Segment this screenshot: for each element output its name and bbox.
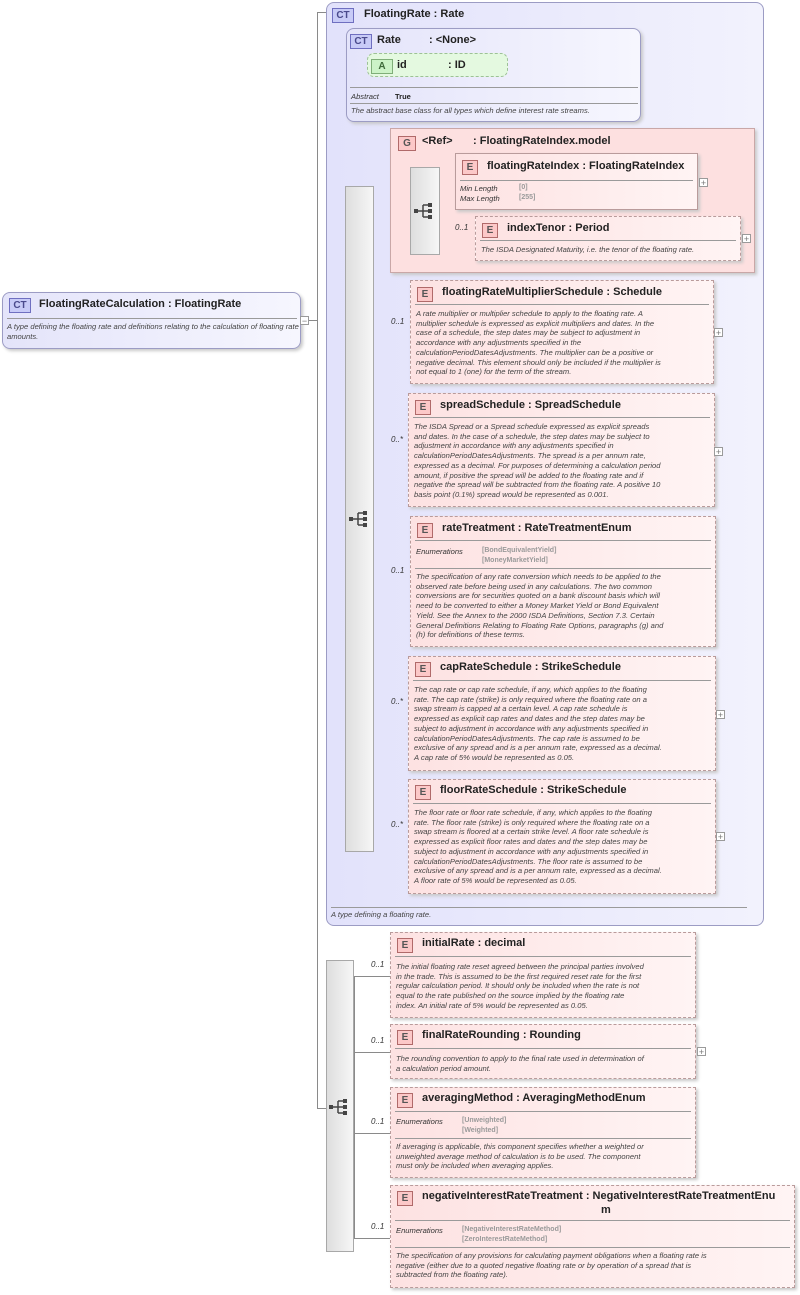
element-badge: E — [462, 160, 478, 175]
attribute-id[interactable] — [367, 53, 508, 77]
element-floorrateschedule[interactable] — [408, 779, 716, 894]
doc-line: adjustment in accordance with any adjustments specified in — [414, 441, 614, 451]
doc-line: negative (either due to a quoted negative floating rate or by operation of a spread that is — [396, 1260, 692, 1270]
doc-line: amount, if positive the spread will be added to the floating rate and if — [414, 470, 644, 480]
doc-line: basis point (0.1%) spread would be represented as 0.001. — [414, 489, 609, 499]
doc-line: negative the spread will be subtracted from the floating rate. A positive 10 — [414, 480, 661, 490]
element-title-continued: m — [601, 1204, 611, 1216]
doc-line: negative decimal. This element should only be included if the multiplier is — [416, 357, 661, 367]
enumeration-list — [462, 1225, 561, 1244]
cardinality: 0..1 — [371, 1036, 385, 1045]
element-badge: E — [417, 287, 433, 302]
enumerations-label: Enumerations — [396, 1117, 443, 1126]
doc-line: rate. The cap rate (strike) is only required where the floating rate on a — [414, 694, 647, 704]
connector-to-floatingrate — [317, 12, 326, 13]
element-finalraterounding[interactable] — [390, 1024, 696, 1079]
abstract-label: Abstract — [351, 92, 379, 101]
root-documentation: A type defining the floating rate and definitions relating to the calculation of floating rate amounts. — [7, 322, 299, 341]
doc-line: The initial floating rate reset agreed between the principal parties involved — [396, 962, 644, 971]
doc-line: The specification of any provisions for calculating payment obligations when a floating rate is — [396, 1251, 707, 1260]
element-ratetreatment[interactable] — [410, 516, 716, 647]
divider — [413, 417, 710, 418]
element-title: spreadSchedule : SpreadSchedule — [440, 399, 621, 411]
floatingrate-documentation: A type defining a floating rate. — [331, 910, 432, 919]
divider — [395, 1111, 691, 1112]
doc-line: index. An initial rate of 5% would be represented as 0.05. — [396, 1000, 588, 1010]
doc-line: calculationPeriodDatesAdjustments. The spread is a per annum rate, — [414, 451, 646, 461]
element-title: negativeInterestRateTreatment : NegativeInterestRateTreatmentEnu — [422, 1190, 776, 1202]
connector-frc-el-0 — [354, 976, 390, 977]
element-documentation — [414, 422, 714, 500]
doc-line: The floor rate or floor rate schedule, if any, which applies to the floating — [414, 808, 652, 817]
doc-line: calculationPeriodDatesAdjustments. The cap rate is assumed to be — [414, 733, 640, 743]
group-badge: G — [398, 136, 416, 151]
doc-line: exclusive of any spread and is a per annum rate, expressed as a decimal. — [414, 866, 662, 876]
complex-type-badge: CT — [9, 298, 31, 313]
element-badge: E — [397, 1093, 413, 1108]
divider — [413, 803, 711, 804]
element-initialrate[interactable] — [390, 932, 696, 1018]
element-negativeinterestratetreatment[interactable] — [390, 1185, 795, 1288]
connector-to-bottom-seq — [317, 1108, 326, 1109]
doc-line: The specification of any rate conversion which needs to be applied to the — [416, 572, 661, 581]
doc-line: in the trade. This is assumed to be the first required reset rate for the first — [396, 971, 642, 981]
connector-main-trunk — [317, 12, 318, 1109]
rate-type: : <None> — [429, 34, 477, 46]
divider — [415, 568, 711, 569]
element-documentation — [416, 572, 716, 640]
element-badge: E — [397, 1191, 413, 1206]
expand-plus-icon[interactable]: + — [717, 710, 724, 720]
divider — [350, 87, 638, 88]
rate-name: Rate — [377, 34, 401, 46]
doc-line: The ISDA Spread or a Spread schedule expressed as explicit spreads — [414, 422, 650, 431]
divider — [460, 180, 693, 181]
doc-line: not equal to 1 (one) for the term of the stream. — [416, 367, 572, 377]
attribute-name: id — [397, 59, 407, 71]
doc-line: exclusive of any spread and is a per annum rate, expressed as a decimal. — [414, 743, 662, 753]
doc-line: General Definitions Relating to Floating Rate Options, paragraphs (g) and — [416, 620, 664, 630]
element-documentation — [396, 1251, 794, 1280]
element-documentation — [396, 962, 696, 1011]
doc-line: swap stream is floored at a certain strike level. A floor rate schedule is — [414, 827, 649, 837]
element-title: floatingRateIndex : FloatingRateIndex — [487, 160, 685, 172]
doc-line: A floor rate of 5% would be represented as 0.05. — [414, 875, 577, 885]
floatingrate-title: FloatingRate : Rate — [364, 8, 465, 20]
element-title: rateTreatment : RateTreatmentEnum — [442, 522, 632, 534]
element-documentation — [414, 685, 716, 763]
divider — [415, 540, 711, 541]
element-documentation — [396, 1054, 696, 1073]
element-documentation: The ISDA Designated Maturity, i.e. the tenor of the floating rate. — [481, 245, 695, 254]
cardinality: 0..* — [391, 435, 404, 444]
expand-plus-icon[interactable]: + — [700, 178, 707, 188]
element-title: floorRateSchedule : StrikeSchedule — [440, 784, 627, 796]
sequence-compositor-icon — [414, 203, 436, 219]
connector-frc-el-3 — [354, 1238, 390, 1239]
doc-line: calculationPeriodDatesAdjustments. The floor rate is assumed to be — [414, 856, 643, 866]
doc-line: accordance with any adjustments specified in the — [416, 338, 582, 348]
element-badge: E — [415, 400, 431, 415]
expand-plus-icon[interactable]: + — [717, 832, 724, 842]
doc-line: case of a schedule, the step dates may be subject to adjustment in — [416, 328, 641, 338]
doc-line: need to be converted to either a Money Market Yield or Bond Equivalent — [416, 601, 659, 611]
cardinality: 0..1 — [391, 566, 405, 575]
enumeration-value: [ZeroInterestRateMethod] — [462, 1235, 548, 1243]
divider — [395, 1048, 691, 1049]
doc-line: and dates. In the case of a schedule, the step dates may be subject to — [414, 431, 650, 441]
doc-line: conversions are for securities quoted on a bank discount basis which will — [416, 591, 660, 601]
doc-line: (h) for definitions of these terms. — [416, 630, 525, 640]
doc-line: expressed as explicit floor rates and dates and the step dates may be — [414, 837, 648, 847]
cardinality: 0..* — [391, 820, 404, 829]
cardinality: 0..1 — [455, 223, 469, 232]
attribute-type: : ID — [448, 59, 466, 71]
connector-frc-el-1 — [354, 1052, 390, 1053]
doc-line: expressed as a decimal. For purposes of determining a calculation period — [414, 460, 661, 470]
max-length-label: Max Length — [460, 194, 500, 203]
enumeration-value: [Weighted] — [462, 1126, 499, 1134]
expand-plus-icon[interactable]: + — [715, 328, 722, 338]
element-spreadschedule[interactable] — [408, 393, 715, 507]
connector-frc-el-2 — [354, 1133, 390, 1134]
doc-line: The rounding convention to apply to the final rate used in determination of — [396, 1054, 644, 1063]
element-capratesschedule[interactable] — [408, 656, 716, 771]
group-type: : FloatingRateIndex.model — [473, 135, 611, 147]
element-indextenor[interactable] — [475, 216, 741, 261]
rate-documentation: The abstract base class for all types which define interest rate streams. — [351, 106, 590, 115]
element-documentation — [416, 309, 714, 377]
expand-plus-icon[interactable]: + — [715, 447, 722, 457]
doc-line: A rate multiplier or multiplier schedule to apply to the floating rate. A — [416, 309, 643, 318]
element-floatingrateindex[interactable] — [455, 153, 698, 210]
expand-plus-icon[interactable]: + — [698, 1047, 705, 1057]
element-averagingmethod[interactable] — [390, 1087, 696, 1178]
doc-line: regular calculation period. It should only be included when the rate is not — [396, 981, 640, 991]
element-title: capRateSchedule : StrikeSchedule — [440, 661, 621, 673]
element-badge: E — [415, 662, 431, 677]
max-length-value: [255] — [519, 194, 536, 201]
doc-line: If averaging is applicable, this component specifies whether a weighted or — [396, 1142, 644, 1151]
element-documentation — [396, 1142, 696, 1171]
root-complex-type[interactable] — [2, 292, 301, 349]
doc-line: Yield. See the Annex to the 2000 ISDA Definitions, Section 7.3. Certain — [416, 610, 655, 620]
collapse-minus-icon[interactable]: − — [301, 316, 308, 326]
cardinality: 0..1 — [371, 1222, 385, 1231]
doc-line: A cap rate of 5% would be represented as 0.05. — [414, 752, 575, 762]
divider — [480, 240, 736, 241]
doc-line: observed rate before being used in any calculations. The two common — [416, 581, 652, 591]
attribute-badge: A — [371, 59, 393, 74]
sequence-compositor-icon — [329, 1099, 351, 1115]
doc-line: swap stream is capped at a certain level. A cap rate schedule is — [414, 704, 628, 714]
element-title: floatingRateMultiplierSchedule : Schedule — [442, 286, 663, 298]
element-badge: E — [415, 785, 431, 800]
doc-line: must only be included when averaging applies. — [396, 1161, 554, 1171]
element-badge: E — [417, 523, 433, 538]
enumeration-value: [NegativeInterestRateMethod] — [462, 1226, 562, 1233]
complex-type-badge: CT — [332, 8, 354, 23]
divider — [395, 956, 691, 957]
doc-line: a calculation period amount. — [396, 1063, 491, 1073]
divider — [415, 304, 709, 305]
enumerations-label: Enumerations — [396, 1226, 443, 1235]
min-length-label: Min Length — [460, 184, 498, 193]
element-documentation — [414, 808, 716, 886]
cardinality: 0..1 — [371, 1117, 385, 1126]
element-title: averagingMethod : AveragingMethodEnum — [422, 1092, 646, 1104]
enumerations-label: Enumerations — [416, 547, 463, 556]
divider — [395, 1247, 790, 1248]
connector-bottom-seq-trunk — [354, 976, 355, 1238]
min-length-value: [0] — [519, 184, 528, 191]
divider — [413, 680, 711, 681]
expand-plus-icon[interactable]: + — [743, 234, 750, 244]
divider — [331, 907, 747, 908]
element-floatingratemultiplierschedule[interactable] — [410, 280, 714, 384]
doc-line: subtracted from the floating rate). — [396, 1270, 508, 1280]
enumeration-list — [462, 1116, 506, 1135]
doc-line: unweighted average method of calculation is to be used. The component — [396, 1151, 641, 1161]
doc-line: rate. The floor rate (strike) is only required where the floating rate on a — [414, 817, 650, 827]
cardinality: 0..1 — [391, 317, 405, 326]
element-badge: E — [397, 1030, 413, 1045]
divider — [7, 318, 297, 319]
enumeration-value: [MoneyMarketYield] — [482, 556, 548, 564]
cardinality: 0..* — [391, 697, 404, 706]
enumeration-value: [Unweighted] — [462, 1117, 507, 1124]
enumeration-value: [BondEquivalentYield] — [482, 547, 557, 554]
divider — [395, 1138, 691, 1139]
complex-type-badge: CT — [350, 34, 372, 49]
element-badge: E — [482, 223, 498, 238]
element-title: initialRate : decimal — [422, 937, 526, 949]
doc-line: subject to adjustment in accordance with any adjustments specified in — [414, 723, 649, 733]
doc-line: multiplier schedule is expressed as explicit multipliers and dates. In the — [416, 318, 655, 328]
divider — [395, 1220, 790, 1221]
element-title: finalRateRounding : Rounding — [422, 1029, 581, 1041]
abstract-value: True — [395, 92, 411, 101]
element-badge: E — [397, 938, 413, 953]
doc-line: expressed as explicit cap rates and dates and the step dates may be — [414, 714, 645, 724]
doc-line: equal to the rate published on the source implied by the floating rate — [396, 991, 625, 1001]
sequence-compositor-icon — [349, 511, 371, 527]
doc-line: subject to adjustment in accordance with any adjustments specified in — [414, 846, 649, 856]
enumeration-list — [482, 546, 556, 565]
doc-line: The cap rate or cap rate schedule, if any, which applies to the floating — [414, 685, 647, 694]
element-title: indexTenor : Period — [507, 222, 610, 234]
group-name: <Ref> — [422, 135, 453, 147]
root-title: FloatingRateCalculation : FloatingRate — [39, 298, 242, 310]
cardinality: 0..1 — [371, 960, 385, 969]
doc-line: calculationPeriodDatesAdjustments. The multiplier can be a positive or — [416, 347, 654, 357]
divider — [350, 103, 638, 104]
